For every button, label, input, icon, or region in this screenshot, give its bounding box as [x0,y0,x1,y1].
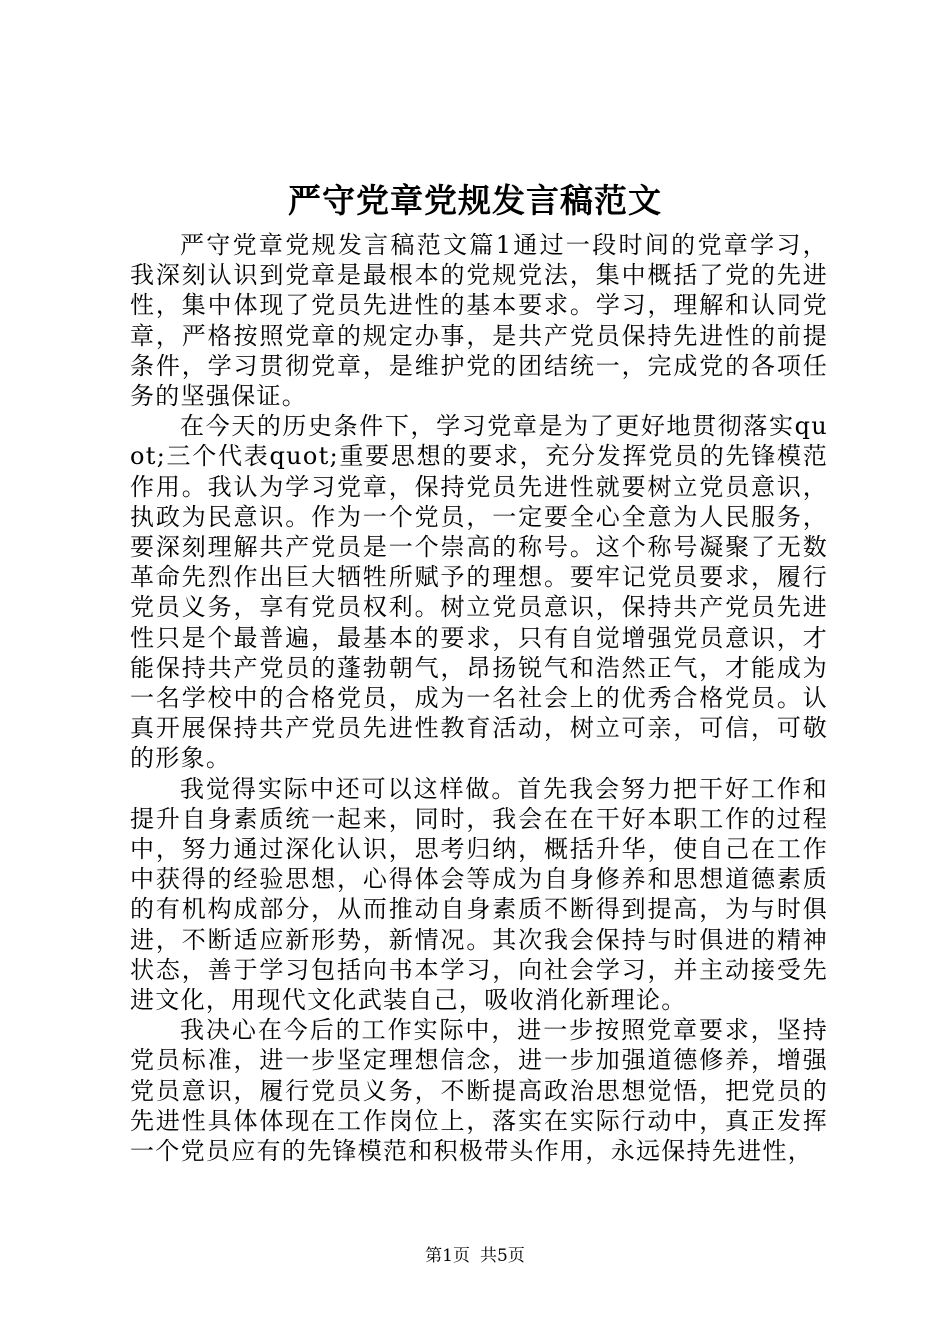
paragraph-3: 我觉得实际中还可以这样做。首先我会努力把干好工作和提升自身素质统一起来，同时，我会在在干好本职工作的过程中，努力通过深化认识，思考归纳，概括升华，使自己在工作中获得的经验思想，心得体会等成为自身修养和思想道德素质的有机构成部分，从而推动自身素质不断得到提高，为与时俱进，不断适应新形势，新情况。其次我会保持与时俱进的精神状态，善于学习包括向书本学习，向社会学习，并主动接受先进文化，用现代文化武装自己，吸收消化新理论。 [130,774,828,1015]
page-number-current: 第1页 [425,1246,470,1266]
document-body [130,230,828,1166]
document-title: 严守党章党规发言稿范文 [288,181,662,220]
paragraph-4: 我决心在今后的工作实际中，进一步按照党章要求，坚持党员标准，进一步坚定理想信念，进一步加强道德修养，增强党员意识，履行党员义务，不断提高政治思想觉悟，把党员的先进性具体体现在工作岗位上，落实在实际行动中，真正发挥一个党员应有的先锋模范和积极带头作用，永远保持先进性， [130,1016,828,1166]
paragraph-1: 严守党章党规发言稿范文篇1通过一段时间的党章学习，我深刻认识到党章是最根本的党规党法，集中概括了党的先进性，集中体现了党员先进性的基本要求。学习，理解和认同党章，严格按照党章的规定办事，是共产党员保持先进性的前提条件，学习贯彻党章，是维护党的团结统一，完成党的各项任务的坚强保证。 [130,231,828,411]
page-number-total: 共5页 [480,1246,525,1266]
page-footer [0,1244,950,1268]
paragraph-2: 在今天的历史条件下，学习党章是为了更好地贯彻落实quot;三个代表quot;重要思想的要求，充分发挥党员的先锋模范作用。我认为学习党章，保持党员先进性就要树立党员意识，执政为民意识。作为一个党员，一定要全心全意为人民服务，要深刻理解共产党员是一个崇高的称号。这个称号凝聚了无数革命先烈作出巨大牺牲所赋予的理想。要牢记党员要求，履行党员义务，享有党员权利。树立党员意识，保持共产党员先进性只是个最普遍，最基本的要求，只有自觉增强党员意识，才能保持共产党员的蓬勃朝气，昂扬锐气和浩然正气，才能成为一名学校中的合格党员，成为一名社会上的优秀合格党员。认真开展保持共产党员先进性教育活动，树立可亲，可信，可敬的形象。 [130,412,828,773]
